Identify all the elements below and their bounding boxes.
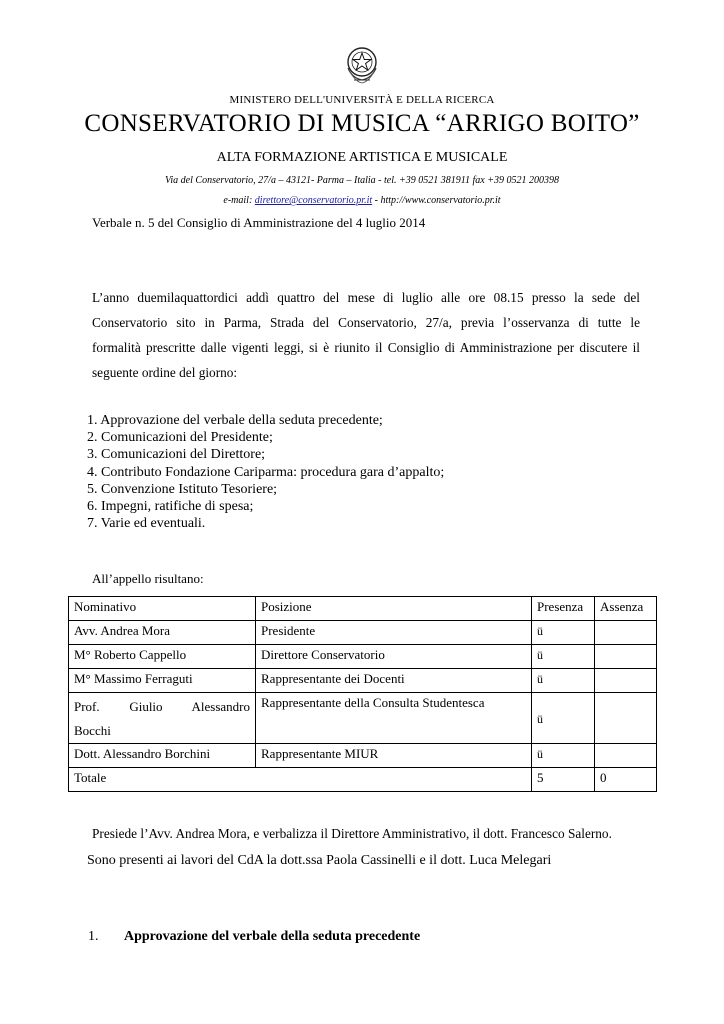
table-row bbox=[69, 744, 657, 768]
absence-cell bbox=[595, 645, 657, 669]
total-absence-cell: 0 bbox=[595, 768, 657, 792]
ministry-heading: MINISTERO DELL'UNIVERSITÀ E DELLA RICERCA bbox=[229, 94, 495, 106]
table-header-row bbox=[69, 597, 657, 621]
verbale-title: Verbale n. 5 del Consiglio di Amministrazione del 4 luglio 2014 bbox=[92, 215, 426, 230]
intro-line: L’anno duemilaquattordici addì quattro del mese di luglio alle ore 08.15 presso la sede del bbox=[92, 290, 640, 305]
name-cell: M° Massimo Ferraguti bbox=[69, 669, 256, 693]
total-label-cell: Totale bbox=[69, 768, 532, 792]
presence-cell bbox=[532, 645, 595, 669]
website-text: - http://www.conservatorio.pr.it bbox=[372, 195, 501, 206]
absence-cell bbox=[595, 693, 657, 744]
presence-mark: ü bbox=[537, 648, 543, 662]
section-title: Approvazione del verbale della seduta precedente bbox=[124, 929, 421, 944]
email-link[interactable]: direttore@conservatorio.pr.it bbox=[254, 195, 373, 206]
attendance-table bbox=[68, 596, 657, 792]
header-cell: Assenza bbox=[595, 597, 657, 621]
name-cell: Dott. Alessandro Borchini bbox=[69, 744, 256, 768]
intro-line: formalità prescritte dalle vigenti leggi, si è riunito il Consiglio di Amministrazione per discutere il bbox=[92, 340, 640, 355]
table-total-row bbox=[69, 768, 657, 792]
position-cell: Rappresentante dei Docenti bbox=[256, 669, 532, 693]
position-cell: Direttore Conservatorio bbox=[256, 645, 532, 669]
name-cell: Avv. Andrea Mora bbox=[69, 621, 256, 645]
section-number: 1. bbox=[88, 929, 99, 944]
agenda-item: 4. Contributo Fondazione Cariparma: procedura gara d’appalto; bbox=[87, 464, 445, 480]
presenti-text: Sono presenti ai lavori del CdA la dott.ssa Paola Cassinelli e il dott. Luca Melegari bbox=[87, 853, 552, 868]
agenda-item: 6. Impegni, ratifiche di spesa; bbox=[87, 499, 254, 515]
intro-paragraph bbox=[92, 285, 640, 385]
table-row bbox=[69, 645, 657, 669]
italian-republic-emblem-icon bbox=[342, 42, 382, 86]
agenda-item: 1. Approvazione del verbale della seduta precedente; bbox=[87, 413, 383, 428]
agenda-item: 7. Varie ed eventuali. bbox=[87, 516, 206, 532]
table-row bbox=[69, 621, 657, 645]
address-line: Via del Conservatorio, 27/a – 43121- Parma – Italia - tel. +39 0521 381911 fax +39 0521 200398 bbox=[165, 175, 559, 186]
header-cell: Presenza bbox=[532, 597, 595, 621]
table-row bbox=[69, 693, 657, 744]
institution-title: CONSERVATORIO DI MUSICA “ARRIGO BOITO” bbox=[84, 110, 640, 137]
agenda-item: 5. Convenzione Istituto Tesoriere; bbox=[87, 481, 278, 497]
presence-mark: ü bbox=[537, 672, 543, 686]
intro-line: Conservatorio sito in Parma, Strada del Conservatorio, 27/a, previa l’osservanza di tutte le bbox=[92, 315, 640, 330]
position-cell: Presidente bbox=[256, 621, 532, 645]
table-row bbox=[69, 669, 657, 693]
presence-mark: ü bbox=[537, 747, 543, 761]
total-presence-cell: 5 bbox=[532, 768, 595, 792]
presiede-text: Presiede l’Avv. Andrea Mora, e verbalizza il Direttore Amministrativo, il dott. Francesco Salerno. bbox=[92, 826, 612, 841]
presence-cell bbox=[532, 693, 595, 744]
presence-cell bbox=[532, 669, 595, 693]
intro-line: seguente ordine del giorno: bbox=[92, 365, 238, 380]
name-cell: Prof. Giulio Alessandro Bocchi bbox=[69, 693, 256, 744]
absence-cell bbox=[595, 744, 657, 768]
presence-cell bbox=[532, 744, 595, 768]
presence-mark: ü bbox=[537, 624, 543, 638]
header-cell: Posizione bbox=[256, 597, 532, 621]
absence-cell bbox=[595, 669, 657, 693]
institution-subtitle: ALTA FORMAZIONE ARTISTICA E MUSICALE bbox=[216, 150, 508, 165]
presence-mark: ü bbox=[537, 712, 543, 726]
email-prefix: e-mail: bbox=[223, 195, 253, 206]
agenda-item: 3. Comunicazioni del Direttore; bbox=[87, 447, 266, 463]
absence-cell bbox=[595, 621, 657, 645]
name-cell: M° Roberto Cappello bbox=[69, 645, 256, 669]
agenda-item: 2. Comunicazioni del Presidente; bbox=[87, 430, 273, 446]
header-cell: Nominativo bbox=[69, 597, 256, 621]
presence-cell bbox=[532, 621, 595, 645]
position-cell: Rappresentante della Consulta Studentesca bbox=[256, 693, 532, 744]
position-cell: Rappresentante MIUR bbox=[256, 744, 532, 768]
contact-line bbox=[0, 195, 724, 206]
agenda-list bbox=[87, 412, 444, 532]
appello-label: All’appello risultano: bbox=[92, 571, 204, 586]
